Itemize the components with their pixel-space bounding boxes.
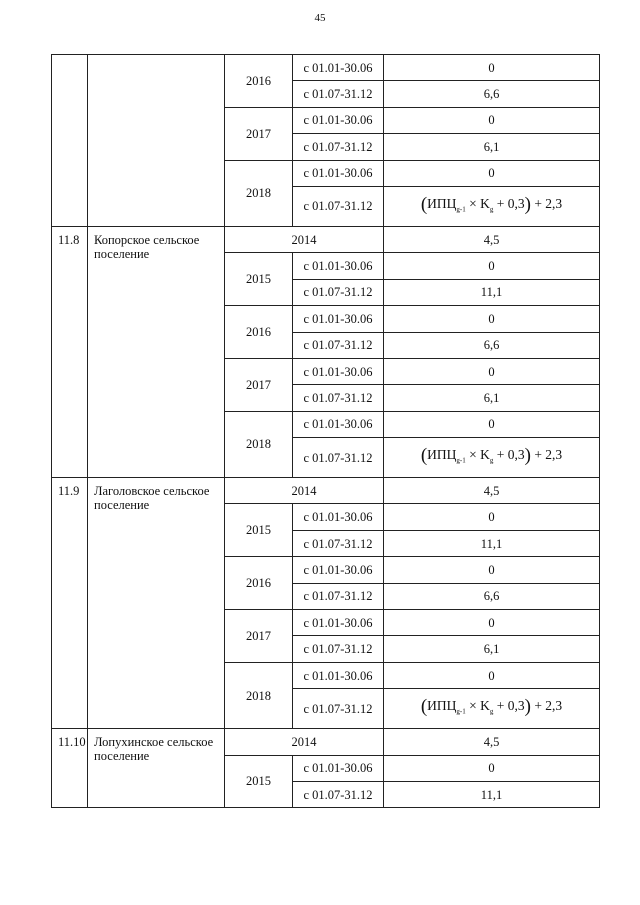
table-row xyxy=(52,729,600,755)
period-cell: с 01.01-30.06 xyxy=(293,557,384,583)
value-cell: 11,1 xyxy=(384,781,600,807)
value-cell: 0 xyxy=(384,557,600,583)
item-number-cell xyxy=(52,55,88,227)
year-cell: 2017 xyxy=(225,610,293,663)
settlement-name-cell: Лаголовское сельское поселение xyxy=(88,478,225,729)
settlement-name-cell: Лопухинское сельское поселение xyxy=(88,729,225,808)
value-cell xyxy=(384,186,600,226)
formula-tail: + 2,3 xyxy=(530,195,563,211)
year-cell: 2016 xyxy=(225,306,293,359)
formula-subscript: g xyxy=(489,456,494,465)
value-cell: 0 xyxy=(384,160,600,186)
year-cell: 2015 xyxy=(225,504,293,557)
period-cell: с 01.01-30.06 xyxy=(293,411,384,437)
value-cell: 6,1 xyxy=(384,385,600,411)
period-cell: с 01.01-30.06 xyxy=(293,358,384,384)
formula-plus: + 0,3 xyxy=(493,446,525,462)
year-cell: 2014 xyxy=(225,226,384,252)
tariff-table xyxy=(51,54,600,808)
tariff-table-container xyxy=(51,54,599,808)
value-cell xyxy=(384,438,600,478)
formula-times-k: × K xyxy=(465,446,490,462)
value-cell: 6,1 xyxy=(384,134,600,160)
period-cell: с 01.01-30.06 xyxy=(293,662,384,688)
formula-open-paren: ( xyxy=(420,444,428,466)
period-cell: с 01.01-30.06 xyxy=(293,504,384,530)
period-cell: с 01.01-30.06 xyxy=(293,253,384,279)
value-cell: 11,1 xyxy=(384,530,600,556)
value-cell: 0 xyxy=(384,55,600,81)
formula-symbol: ИПЦ xyxy=(427,697,457,713)
formula-plus: + 0,3 xyxy=(493,697,525,713)
formula-close-paren: ) xyxy=(524,695,531,717)
item-number-cell: 11.10 xyxy=(52,729,88,808)
value-cell: 0 xyxy=(384,610,600,636)
formula-subscript: g-1 xyxy=(456,707,466,716)
period-cell: с 01.07-31.12 xyxy=(293,530,384,556)
formula-open-paren: ( xyxy=(420,193,428,215)
year-cell: 2018 xyxy=(225,160,293,226)
period-cell: с 01.07-31.12 xyxy=(293,186,384,226)
item-number-cell: 11.9 xyxy=(52,478,88,729)
tariff-formula xyxy=(420,193,563,215)
settlement-name-cell xyxy=(88,55,225,227)
period-cell: с 01.07-31.12 xyxy=(293,332,384,358)
table-row xyxy=(52,55,600,81)
formula-subscript: g xyxy=(489,707,494,716)
period-cell: с 01.01-30.06 xyxy=(293,755,384,781)
formula-close-paren: ) xyxy=(524,193,531,215)
tariff-formula xyxy=(420,444,563,466)
formula-subscript: g-1 xyxy=(456,456,466,465)
formula-tail: + 2,3 xyxy=(530,697,563,713)
value-cell: 0 xyxy=(384,107,600,133)
period-cell: с 01.07-31.12 xyxy=(293,385,384,411)
year-cell: 2015 xyxy=(225,755,293,808)
value-cell: 6,6 xyxy=(384,81,600,107)
formula-tail: + 2,3 xyxy=(530,446,563,462)
value-cell: 0 xyxy=(384,411,600,437)
formula-symbol: ИПЦ xyxy=(427,195,457,211)
period-cell: с 01.07-31.12 xyxy=(293,583,384,609)
page-number: 45 xyxy=(314,12,326,24)
year-cell: 2015 xyxy=(225,253,293,306)
formula-subscript: g xyxy=(489,205,494,214)
period-cell: с 01.07-31.12 xyxy=(293,781,384,807)
year-cell: 2014 xyxy=(225,729,384,755)
value-cell: 4,5 xyxy=(384,729,600,755)
year-cell: 2014 xyxy=(225,478,384,504)
formula-close-paren: ) xyxy=(524,444,531,466)
value-cell: 0 xyxy=(384,504,600,530)
value-cell: 4,5 xyxy=(384,478,600,504)
tariff-table-body xyxy=(52,55,600,808)
value-cell: 0 xyxy=(384,306,600,332)
value-cell: 6,6 xyxy=(384,332,600,358)
period-cell: с 01.07-31.12 xyxy=(293,636,384,662)
table-row xyxy=(52,226,600,252)
formula-times-k: × K xyxy=(465,697,490,713)
value-cell: 0 xyxy=(384,755,600,781)
period-cell: с 01.07-31.12 xyxy=(293,81,384,107)
value-cell: 4,5 xyxy=(384,226,600,252)
period-cell: с 01.07-31.12 xyxy=(293,689,384,729)
value-cell: 0 xyxy=(384,358,600,384)
formula-subscript: g-1 xyxy=(456,205,466,214)
value-cell: 0 xyxy=(384,253,600,279)
year-cell: 2016 xyxy=(225,55,293,108)
year-cell: 2018 xyxy=(225,662,293,728)
period-cell: с 01.07-31.12 xyxy=(293,279,384,305)
settlement-name-cell: Копорское сельское поселение xyxy=(88,226,225,477)
period-cell: с 01.07-31.12 xyxy=(293,134,384,160)
tariff-formula xyxy=(420,695,563,717)
formula-plus: + 0,3 xyxy=(493,195,525,211)
value-cell: 6,1 xyxy=(384,636,600,662)
year-cell: 2018 xyxy=(225,411,293,477)
formula-times-k: × K xyxy=(465,195,490,211)
period-cell: с 01.01-30.06 xyxy=(293,107,384,133)
item-number-cell: 11.8 xyxy=(52,226,88,477)
value-cell xyxy=(384,689,600,729)
value-cell: 6,6 xyxy=(384,583,600,609)
value-cell: 11,1 xyxy=(384,279,600,305)
period-cell: с 01.01-30.06 xyxy=(293,306,384,332)
year-cell: 2017 xyxy=(225,358,293,411)
year-cell: 2016 xyxy=(225,557,293,610)
period-cell: с 01.01-30.06 xyxy=(293,160,384,186)
formula-open-paren: ( xyxy=(420,695,428,717)
period-cell: с 01.07-31.12 xyxy=(293,438,384,478)
period-cell: с 01.01-30.06 xyxy=(293,55,384,81)
period-cell: с 01.01-30.06 xyxy=(293,610,384,636)
value-cell: 0 xyxy=(384,662,600,688)
table-row xyxy=(52,478,600,504)
year-cell: 2017 xyxy=(225,107,293,160)
formula-symbol: ИПЦ xyxy=(427,446,457,462)
